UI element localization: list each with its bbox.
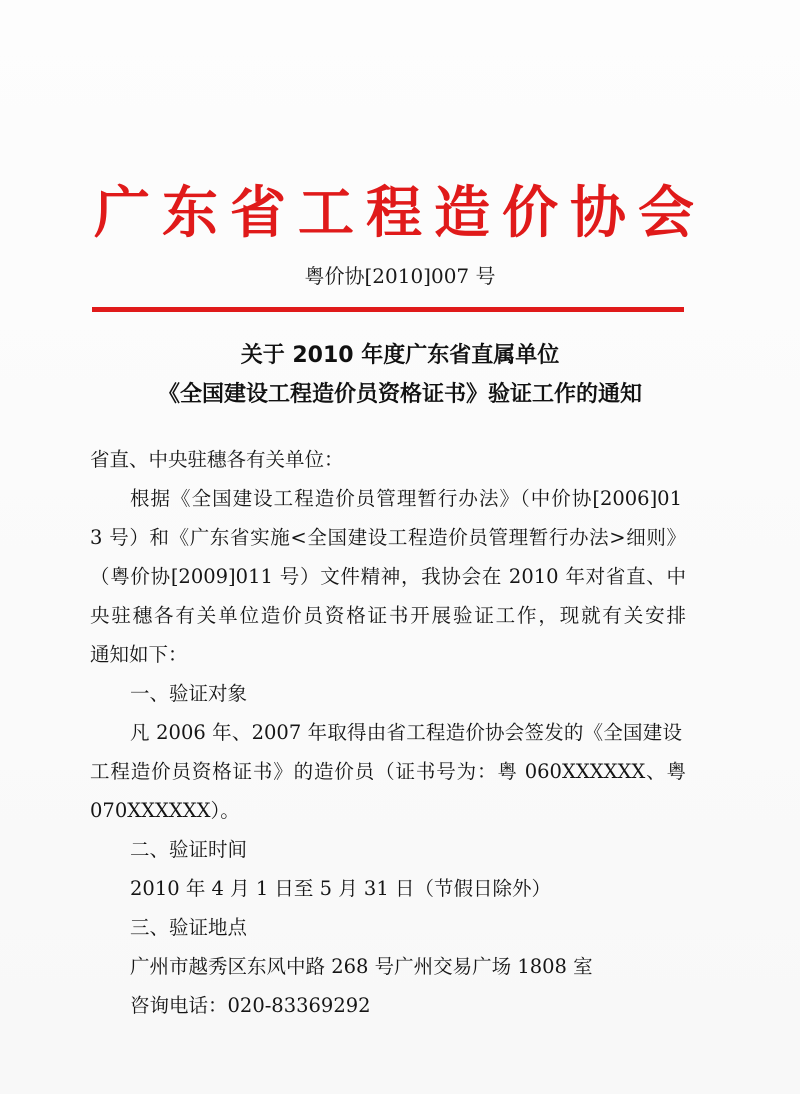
paragraph-1-line-1: 根据《全国建设工程造价员管理暂行办法》（中价协[2006]01 — [130, 487, 682, 510]
notice-title-line-1: 关于 2010 年度广东省直属单位 — [240, 343, 560, 368]
salutation: 省直、中央驻穗各有关单位： — [90, 448, 344, 471]
section-3-address: 广州市越秀区东风中路 268 号广州交易广场 1808 室 — [130, 955, 593, 978]
paragraph-1-line-5: 通知如下： — [90, 643, 188, 666]
notice-title-line-2: 《全国建设工程造价员资格证书》验证工作的通知 — [157, 382, 642, 407]
paragraph-1-line-2: 3 号）和《广东省实施<全国建设工程造价员管理暂行办法>细则》 — [90, 526, 686, 549]
section-2-heading: 二、验证时间 — [130, 838, 248, 861]
section-1-line-3: 070XXXXXX）。 — [90, 799, 240, 822]
paragraph-1-line-4: 央驻穗各有关单位造价员资格证书开展验证工作，现就有关安排 — [90, 604, 686, 627]
document-number: 粤价协[2010]007 号 — [304, 264, 496, 288]
section-1-line-2: 工程造价员资格证书》的造价员（证书号为：粤 060XXXXXX、粤 — [90, 760, 686, 783]
section-2-text: 2010 年 4 月 1 日至 5 月 31 日（节假日除外） — [130, 877, 551, 900]
section-1-heading: 一、验证对象 — [130, 682, 248, 705]
paragraph-1-line-3: （粤价协[2009]011 号）文件精神，我协会在 2010 年对省直、中 — [90, 565, 686, 588]
section-1-line-1: 凡 2006 年、2007 年取得由省工程造价协会签发的《全国建设 — [130, 721, 682, 744]
section-3-heading: 三、验证地点 — [130, 916, 248, 939]
section-3-phone: 咨询电话：020-83369292 — [130, 994, 371, 1017]
letterhead-red-rule — [92, 307, 684, 312]
letterhead-org-name: 广东省工程造价协会 — [94, 180, 706, 246]
